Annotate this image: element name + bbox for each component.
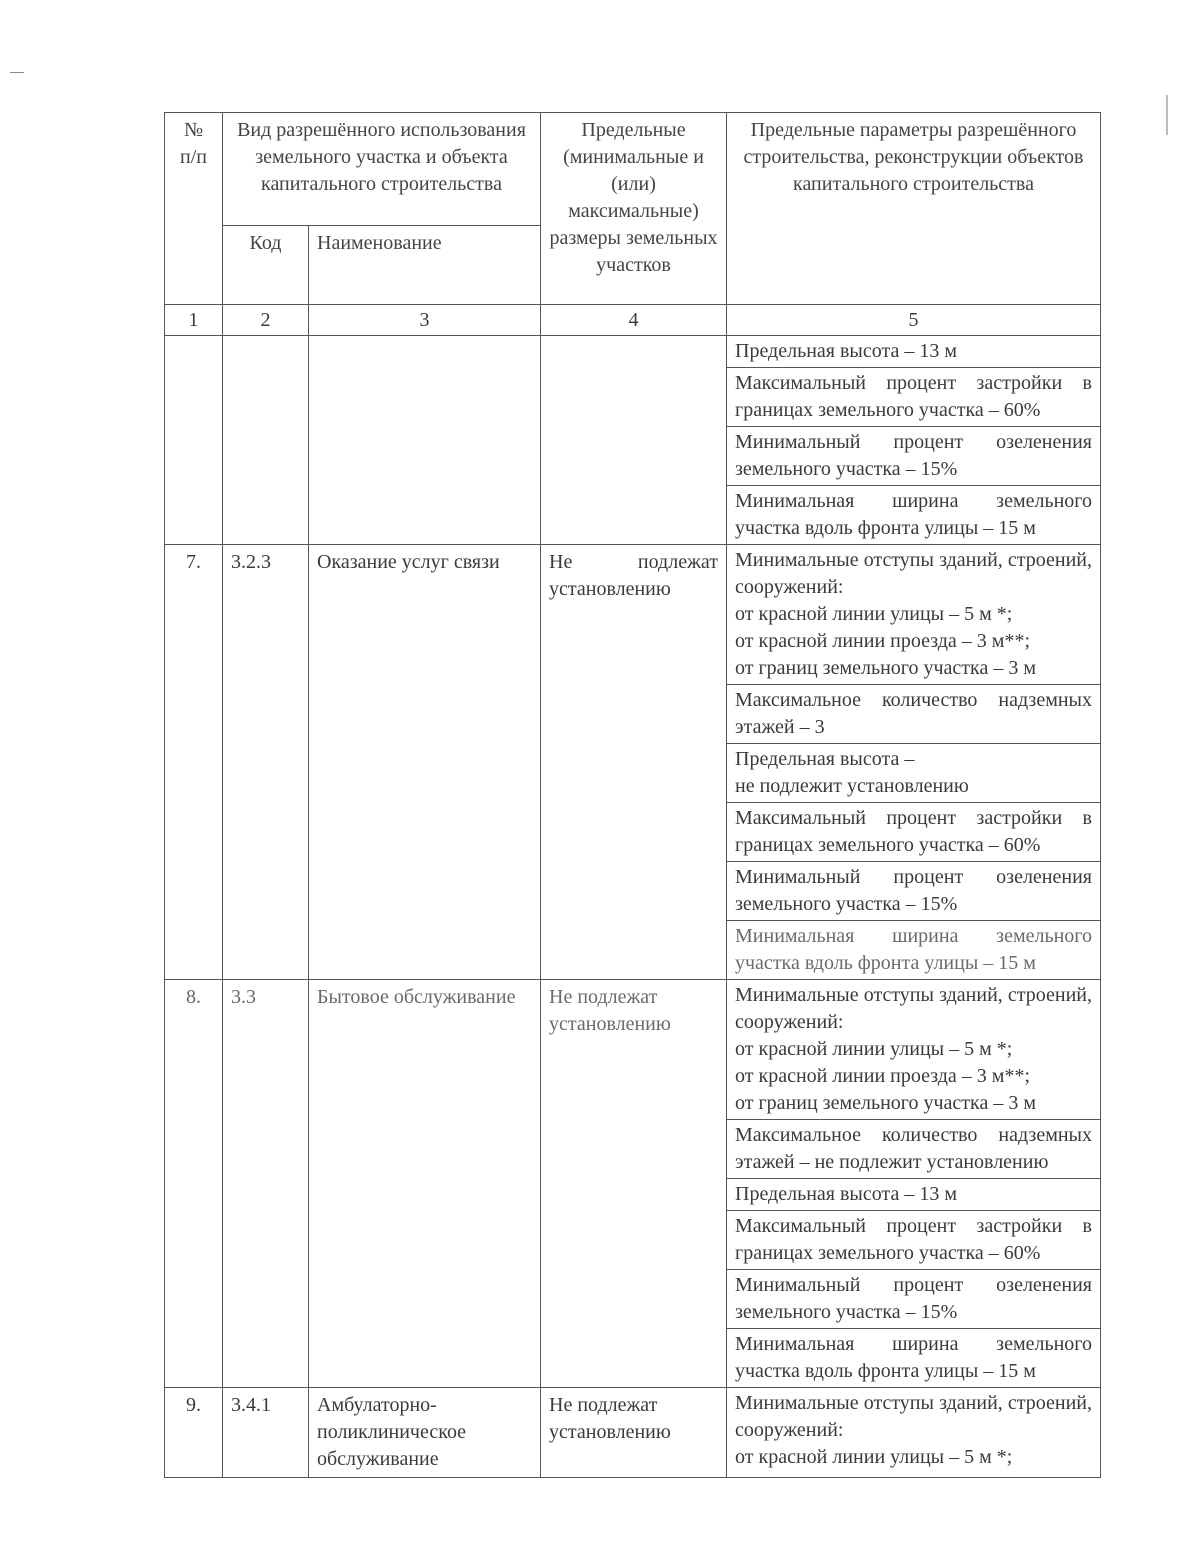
param-item: Максимальный процент застройки в границах земельного участка – 60% — [727, 368, 1100, 427]
table-row — [165, 336, 1101, 545]
param-item: Максимальное количество надземных этажей – 3 — [727, 685, 1100, 744]
param-item: Минимальные отступы зданий, строений, сооружений: от красной линии улицы – 5 м *; — [735, 1392, 1092, 1468]
row-code — [223, 336, 309, 545]
row-num: 7. — [165, 545, 223, 980]
column-numbers-row — [165, 305, 1101, 336]
header-params: Предельные параметры разрешённого строительства, реконструкции объектов капитального строительства — [727, 113, 1101, 305]
row-num: 9. — [165, 1388, 223, 1478]
row-code: 3.4.1 — [223, 1388, 309, 1478]
param-item: Максимальный процент застройки в границах земельного участка – 60% — [727, 803, 1100, 862]
param-item: Минимальный процент озеленения земельного участка – 15% — [727, 1270, 1100, 1329]
param-item: Минимальный процент озеленения земельного участка – 15% — [727, 862, 1100, 921]
param-item: Минимальные отступы зданий, строений, сооружений: от красной линии улицы – 5 м *; от красной линии проезда – 3 м**; от границ земельного участка – 3 м — [727, 545, 1100, 685]
row-params — [727, 980, 1101, 1388]
row-name: Амбулаторно-поликлиническое обслуживание — [309, 1388, 541, 1478]
header-plot-sizes: Предельные (минимальные и (или) максимальные) размеры земельных участков — [541, 113, 727, 305]
row-num: 8. — [165, 980, 223, 1388]
param-item: Минимальный процент озеленения земельного участка – 15% — [727, 427, 1100, 486]
param-item: Максимальное количество надземных этажей – не подлежит установлению — [727, 1120, 1100, 1179]
row-name: Бытовое обслуживание — [309, 980, 541, 1388]
param-item: Предельная высота – 13 м — [727, 1179, 1100, 1211]
header-name: Наименование — [309, 226, 541, 305]
scan-mark — [10, 72, 24, 73]
row-sizes: Не подлежат установлению — [541, 980, 727, 1388]
column-number: 3 — [309, 305, 541, 336]
row-params — [727, 336, 1101, 545]
regulations-table — [164, 112, 1101, 1478]
row-code: 3.3 — [223, 980, 309, 1388]
param-item: Минимальные отступы зданий, строений, сооружений: от красной линии улицы – 5 м *; от красной линии проезда – 3 м**; от границ земельного участка – 3 м — [727, 980, 1100, 1120]
param-item: Предельная высота – 13 м — [727, 336, 1100, 368]
column-number: 2 — [223, 305, 309, 336]
param-item: Минимальная ширина земельного участка вдоль фронта улицы – 15 м — [735, 490, 1092, 539]
table-row — [165, 1388, 1101, 1478]
column-number: 1 — [165, 305, 223, 336]
row-sizes: Не подлежат установлению — [541, 1388, 727, 1478]
row-code: 3.2.3 — [223, 545, 309, 980]
row-name — [309, 336, 541, 545]
table-row — [165, 980, 1101, 1388]
scan-edge-mark — [1166, 95, 1168, 135]
row-name: Оказание услуг связи — [309, 545, 541, 980]
table-row — [165, 545, 1101, 980]
param-item: Предельная высота – не подлежит установлению — [727, 744, 1100, 803]
header-num: № п/п — [165, 113, 223, 305]
header-usage-type: Вид разрешённого использования земельного участка и объекта капитального строительства — [223, 113, 541, 226]
table-header-row — [165, 113, 1101, 226]
row-params — [727, 1388, 1101, 1478]
row-params — [727, 545, 1101, 980]
row-sizes — [541, 336, 727, 545]
param-item: Минимальная ширина земельного участка вдоль фронта улицы – 15 м — [735, 1333, 1092, 1382]
regulations-table-wrapper — [164, 112, 1100, 1478]
row-num — [165, 336, 223, 545]
header-code: Код — [223, 226, 309, 305]
param-item: Максимальный процент застройки в границах земельного участка – 60% — [727, 1211, 1100, 1270]
param-item: Минимальная ширина земельного участка вдоль фронта улицы – 15 м — [735, 925, 1092, 974]
column-number: 5 — [727, 305, 1101, 336]
row-sizes: Не подлежат установлению — [541, 545, 727, 980]
column-number: 4 — [541, 305, 727, 336]
